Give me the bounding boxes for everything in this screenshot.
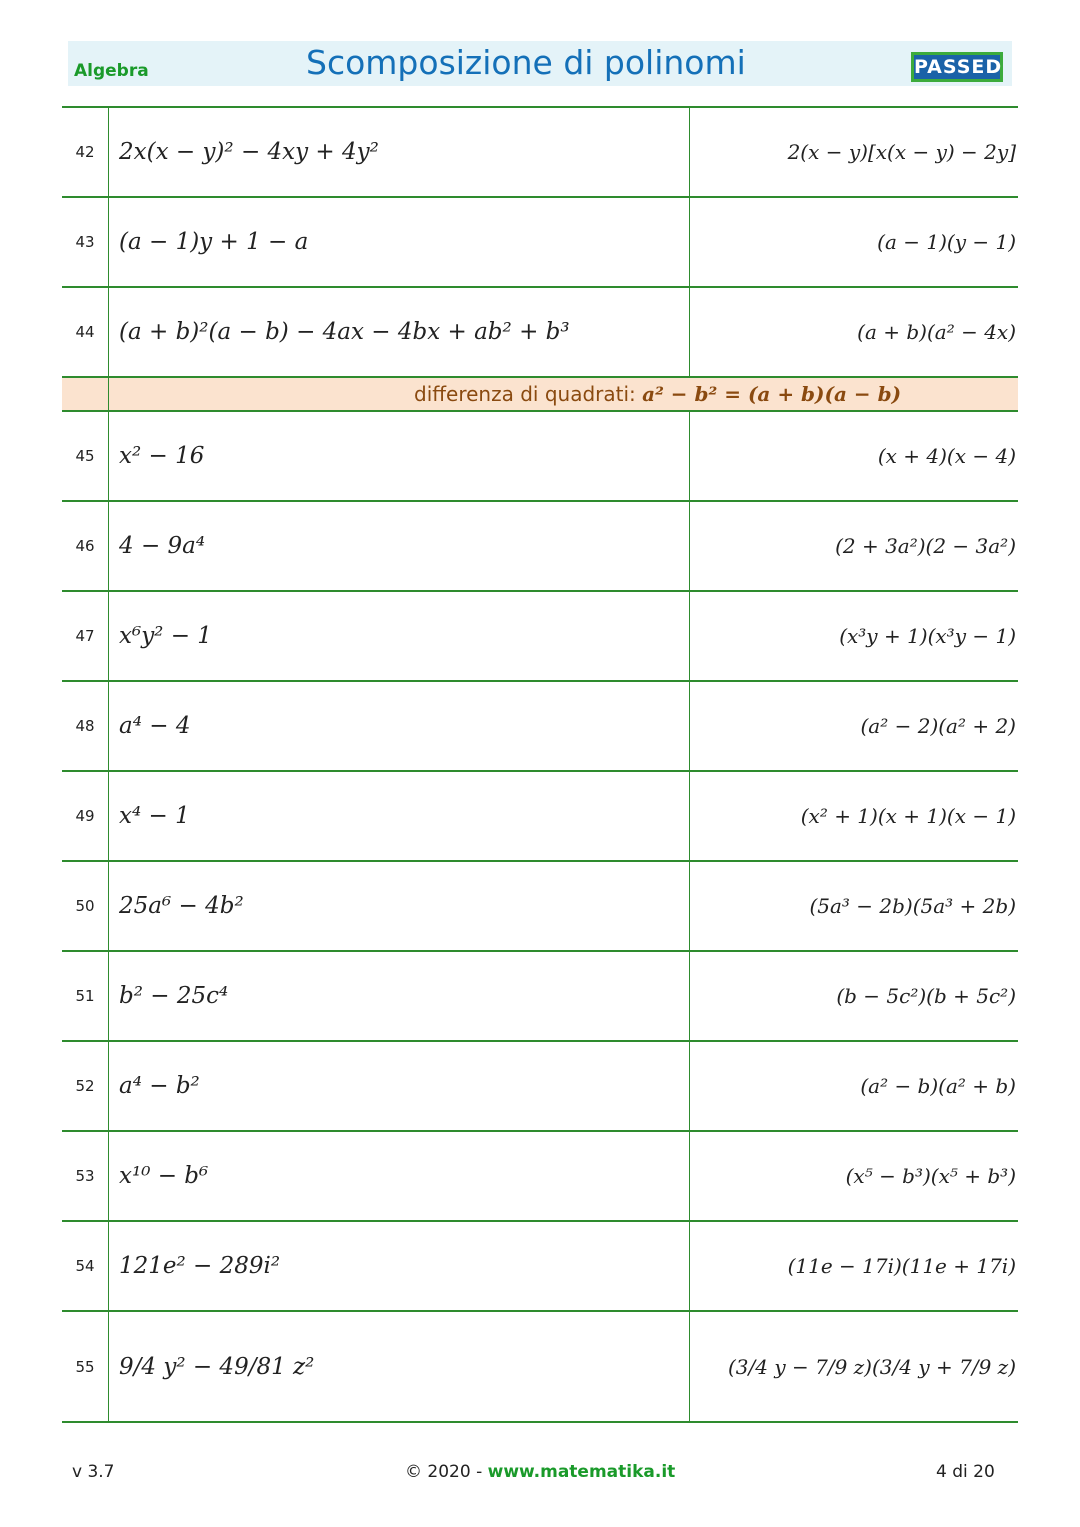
- exercise-result: (b − 5c²)(b + 5c²): [836, 984, 1016, 1008]
- table-row: [62, 590, 1018, 680]
- exercise-expression: (a + b)²(a − b) − 4ax − 4bx + ab² + b³: [119, 319, 570, 345]
- table-row: [62, 1130, 1018, 1220]
- copyright-text: © 2020 -: [405, 1462, 483, 1482]
- exercise-number: 51: [62, 952, 109, 1040]
- exercise-result: (x² + 1)(x + 1)(x − 1): [800, 804, 1016, 828]
- exercise-result: (a − 1)(y − 1): [877, 230, 1016, 254]
- exercise-result: (5a³ − 2b)(5a³ + 2b): [809, 894, 1016, 918]
- section-separator: [62, 376, 1018, 410]
- table-row: [62, 860, 1018, 950]
- exercise-number: 48: [62, 682, 109, 770]
- section-label: [414, 382, 901, 406]
- copyright: [405, 1462, 675, 1482]
- exercise-result: (2 + 3a²)(2 − 3a²): [835, 534, 1016, 558]
- page-title: Scomposizione di polinomi: [306, 43, 746, 82]
- exercise-expression: a⁴ − b²: [119, 1073, 200, 1099]
- exercise-expression: 121e² − 289i²: [119, 1253, 281, 1279]
- exercise-number: 46: [62, 502, 109, 590]
- table-row: [62, 500, 1018, 590]
- table-row: [62, 106, 1018, 196]
- exercise-expression: 4 − 9a⁴: [119, 533, 206, 559]
- subject-label: Algebra: [74, 61, 149, 81]
- exercise-expression: a⁴ − 4: [119, 713, 191, 739]
- site-link[interactable]: www.matematika.it: [487, 1462, 676, 1482]
- exercise-number: 42: [62, 108, 109, 196]
- exercise-number: 54: [62, 1222, 109, 1310]
- exercise-result: (x⁵ − b³)(x⁵ + b³): [845, 1164, 1016, 1188]
- exercise-number: 44: [62, 288, 109, 376]
- page-number: 4 di 20: [936, 1462, 995, 1482]
- table-row: [62, 1040, 1018, 1130]
- exercise-number: 55: [62, 1312, 109, 1421]
- table-row: [62, 196, 1018, 286]
- exercise-table: [62, 106, 1018, 1423]
- table-row: [62, 680, 1018, 770]
- exercise-result: (11e − 17i)(11e + 17i): [787, 1254, 1016, 1278]
- exercise-expression: b² − 25c⁴: [119, 983, 229, 1009]
- exercise-expression: x¹⁰ − b⁶: [119, 1163, 209, 1189]
- exercise-number: 49: [62, 772, 109, 860]
- exercise-expression: x⁶y² − 1: [119, 623, 212, 649]
- table-row: [62, 1310, 1018, 1423]
- table-row: [62, 1220, 1018, 1310]
- exercise-number: 53: [62, 1132, 109, 1220]
- exercise-expression: x⁴ − 1: [119, 803, 190, 829]
- page-header: [68, 41, 1012, 86]
- exercise-expression: 2x(x − y)² − 4xy + 4y²: [119, 139, 379, 165]
- section-title: differenza di quadrati:: [414, 382, 636, 406]
- exercise-result: (a² − b)(a² + b): [860, 1074, 1016, 1098]
- exercise-expression: 9/4 y² − 49/81 z²: [119, 1353, 315, 1380]
- exercise-result: (a² − 2)(a² + 2): [860, 714, 1016, 738]
- exercise-number: 47: [62, 592, 109, 680]
- passed-badge: PASSED: [911, 52, 1003, 82]
- exercise-result: (a + b)(a² − 4x): [857, 320, 1016, 344]
- table-row: [62, 286, 1018, 376]
- section-formula: a² − b² = (a + b)(a − b): [642, 382, 902, 406]
- exercise-result: (x³y + 1)(x³y − 1): [839, 624, 1016, 648]
- exercise-result: 2(x − y)[x(x − y) − 2y]: [787, 140, 1016, 164]
- exercise-number: 52: [62, 1042, 109, 1130]
- exercise-number: 50: [62, 862, 109, 950]
- table-row: [62, 410, 1018, 500]
- exercise-result: (3/4 y − 7/9 z)(3/4 y + 7/9 z): [727, 1354, 1016, 1379]
- table-row: [62, 950, 1018, 1040]
- table-row: [62, 770, 1018, 860]
- exercise-expression: 25a⁶ − 4b²: [119, 893, 244, 919]
- exercise-number: 43: [62, 198, 109, 286]
- exercise-result: (x + 4)(x − 4): [877, 444, 1016, 468]
- version-label: v 3.7: [72, 1462, 115, 1482]
- exercise-number: 45: [62, 412, 109, 500]
- exercise-expression: x² − 16: [119, 443, 205, 469]
- exercise-expression: (a − 1)y + 1 − a: [119, 229, 309, 255]
